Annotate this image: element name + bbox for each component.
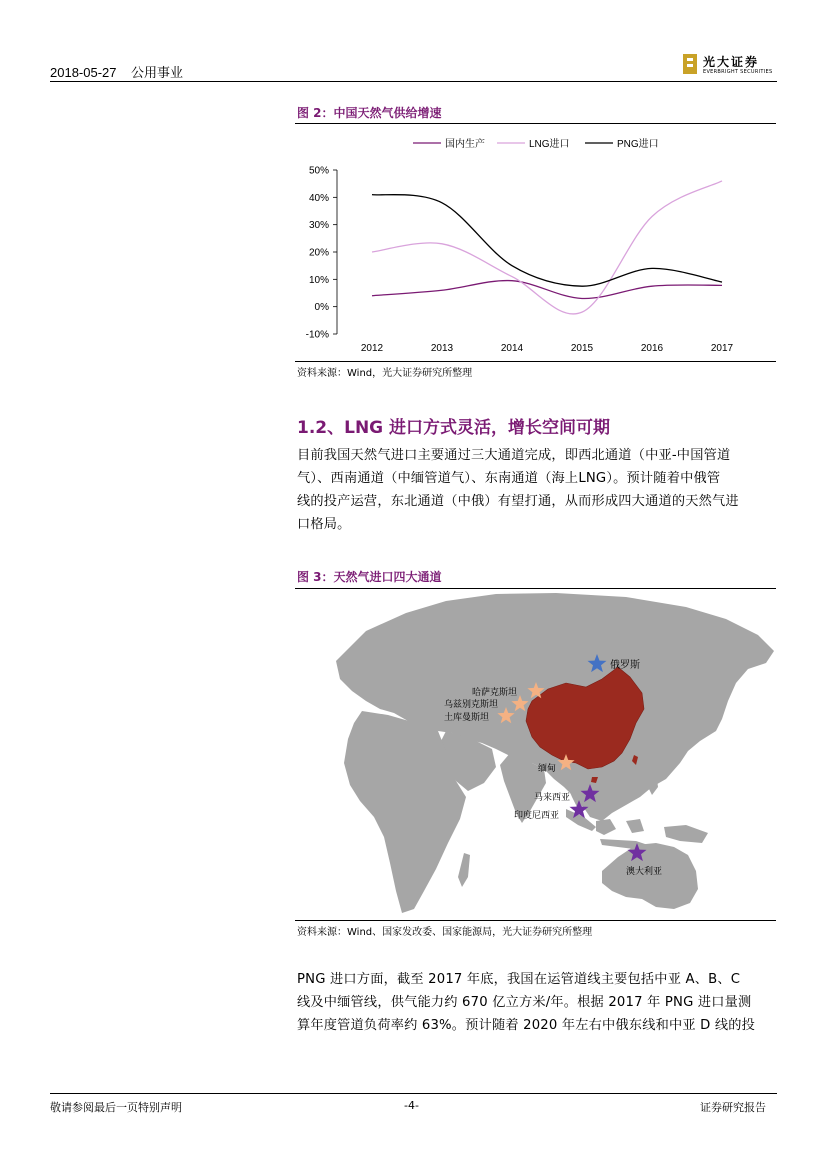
figure2-source: 资料来源：Wind，光大证券研究所整理 xyxy=(297,368,473,379)
figure2-top-rule xyxy=(295,123,776,124)
y-tick-label: -10% xyxy=(305,329,329,341)
label-indonesia: 印度尼西亚 xyxy=(514,810,560,820)
paragraph-line: 口格局。 xyxy=(297,517,351,532)
report-date: 2018-05-27 xyxy=(50,65,117,80)
footer-disclaimer: 敬请参阅最后一页特别声明 xyxy=(50,1101,182,1114)
paragraph-line: 目前我国天然气进口主要通过三大通道完成，即西北通道（中亚-中国管道 xyxy=(297,448,731,463)
paragraph-line: 气）、西南通道（中缅管道气）、东南通道（海上LNG）。预计随着中俄管 xyxy=(297,471,721,486)
paragraph-line: 算年度管道负荷率约 63%。预计随着 2020 年左右中俄东线和中亚 D 线的投 xyxy=(297,1018,756,1033)
x-tick-label: 2017 xyxy=(710,343,734,354)
y-tick-label: 40% xyxy=(308,192,329,204)
y-tick-label: 20% xyxy=(308,247,329,259)
paragraph-line: 线的投产运营，东北通道（中俄）有望打通，从而形成四大通道的天然气进 xyxy=(297,494,739,509)
report-header xyxy=(50,62,183,81)
figure3-source: 资料来源：Wind、国家发改委、国家能源局，光大证券研究所整理 xyxy=(297,927,593,938)
series-line xyxy=(372,281,722,299)
paragraph-2 xyxy=(297,968,777,1037)
logo-icon xyxy=(683,54,697,74)
label-australia: 澳大利亚 xyxy=(626,866,663,876)
x-tick-label: 2015 xyxy=(570,343,594,354)
section-heading: 1.2、LNG 进口方式灵活，增长空间可期 xyxy=(297,418,611,438)
x-axis xyxy=(361,343,734,354)
paragraph-line: PNG 进口方面，截至 2017 年底，我国在运管道线主要包括中亚 A、B、C xyxy=(297,972,741,987)
figure2-chart xyxy=(295,126,777,358)
import-channels-map xyxy=(296,591,776,917)
y-tick-label: 10% xyxy=(308,274,329,286)
logo-text-cn: 光大证券 xyxy=(703,55,760,69)
chart-legend xyxy=(413,137,659,150)
legend-label: PNG进口 xyxy=(617,139,659,150)
label-turkmenistan: 土库曼斯坦 xyxy=(444,712,490,722)
figure2-bottom-rule xyxy=(295,361,776,362)
label-malaysia: 马来西亚 xyxy=(534,792,571,802)
page-number: -4- xyxy=(404,1099,419,1112)
figure2-title: 图 2：中国天然气供给增速 xyxy=(297,106,442,120)
x-tick-label: 2014 xyxy=(500,343,524,354)
x-tick-label: 2013 xyxy=(430,343,454,354)
legend-label: LNG进口 xyxy=(529,139,570,150)
y-tick-label: 30% xyxy=(308,220,329,232)
series-line xyxy=(372,195,722,287)
y-tick-label: 50% xyxy=(308,165,329,177)
y-axis xyxy=(306,166,337,341)
y-tick-label: 0% xyxy=(314,302,329,314)
label-uzbekistan: 乌兹别克斯坦 xyxy=(444,699,499,709)
header-divider xyxy=(50,81,777,82)
logo-text-en: EVERBRIGHT SECURITIES xyxy=(703,69,773,75)
series-line xyxy=(372,181,722,314)
brand-logo xyxy=(683,52,778,78)
figure3-bottom-rule xyxy=(295,920,776,921)
footer-divider xyxy=(50,1093,777,1094)
report-category: 公用事业 xyxy=(130,65,183,80)
label-kazakhstan: 哈萨克斯坦 xyxy=(472,687,518,697)
x-tick-label: 2016 xyxy=(640,343,664,354)
figure3-top-rule xyxy=(295,588,776,589)
paragraph-line: 线及中缅管线，供气能力约 670 亿立方米/年。根据 2017 年 PNG 进口量测 xyxy=(297,995,752,1010)
chart-series xyxy=(372,181,722,314)
label-russia: 俄罗斯 xyxy=(610,660,640,671)
figure3-title: 图 3：天然气进口四大通道 xyxy=(297,570,442,584)
x-tick-label: 2012 xyxy=(360,343,384,354)
legend-label: 国内生产 xyxy=(445,139,485,150)
paragraph-1 xyxy=(297,444,777,536)
label-myanmar: 缅甸 xyxy=(538,763,557,773)
footer-report-type: 证券研究报告 xyxy=(700,1101,766,1114)
